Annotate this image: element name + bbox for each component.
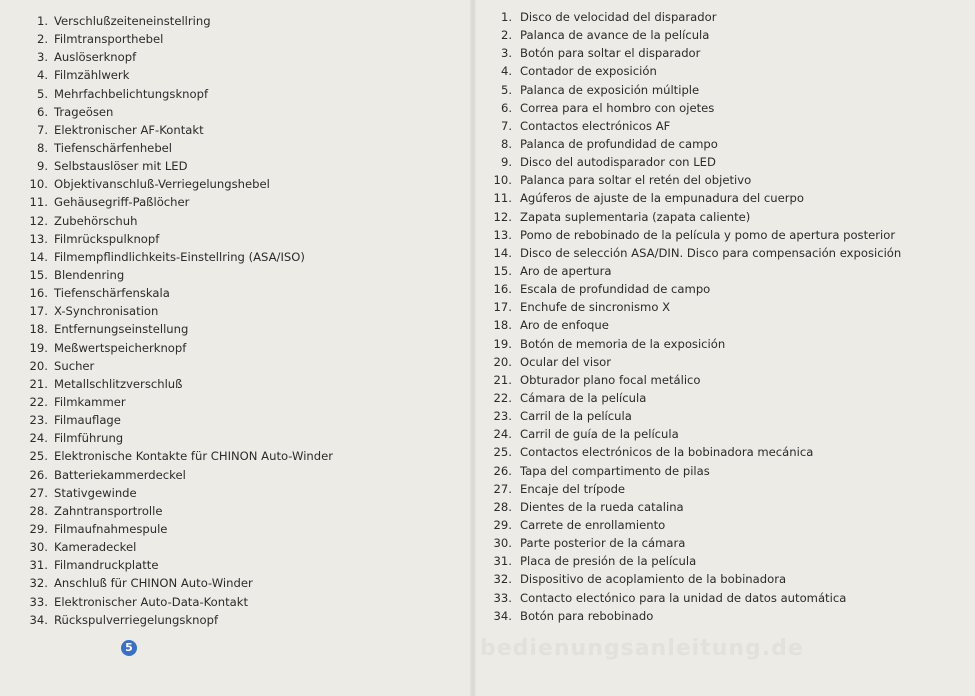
item-label: Zahntransportrolle	[54, 503, 163, 518]
german-parts-list	[22, 12, 333, 629]
item-number: 10.	[493, 173, 512, 188]
list-item	[22, 266, 333, 284]
list-item	[22, 538, 333, 556]
list-item	[486, 62, 901, 80]
list-item	[22, 357, 333, 375]
item-number: 21.	[29, 376, 48, 391]
item-label: Contactos electrónicos de la bobinadora mecánica	[520, 445, 814, 460]
item-label: Carril de la película	[520, 409, 632, 424]
item-label: Anschluß für CHINON Auto-Winder	[54, 576, 253, 591]
list-item	[22, 284, 333, 302]
item-label: Agúferos de ajuste de la empunadura del cuerpo	[520, 191, 804, 206]
list-item	[486, 262, 901, 280]
list-item	[22, 502, 333, 520]
item-number: 17.	[493, 300, 512, 315]
list-item	[22, 48, 333, 66]
item-label: Aro de enfoque	[520, 318, 609, 333]
list-item	[22, 447, 333, 465]
item-label: Objektivanschluß-Verriegelungshebel	[54, 177, 270, 192]
item-label: Aro de apertura	[520, 263, 612, 278]
item-number: 26.	[493, 463, 512, 478]
item-number: 15.	[29, 267, 48, 282]
item-number: 29.	[29, 521, 48, 536]
list-item	[486, 425, 901, 443]
item-number: 3.	[500, 46, 512, 61]
item-number: 23.	[493, 409, 512, 424]
page-number-badge: 5	[121, 640, 137, 656]
item-label: Disco de velocidad del disparador	[520, 10, 717, 24]
item-number: 2.	[36, 32, 48, 47]
list-item	[486, 552, 901, 570]
item-label: Verschlußzeiteneinstellring	[54, 14, 211, 28]
item-number: 27.	[29, 485, 48, 500]
item-label: Carrete de enrollamiento	[520, 517, 666, 532]
list-item	[22, 66, 333, 84]
list-item	[486, 226, 901, 244]
item-label: Cámara de la película	[520, 390, 647, 405]
list-item	[486, 353, 901, 371]
list-item	[486, 570, 901, 588]
item-label: Carril de guía de la película	[520, 427, 679, 442]
list-item	[22, 393, 333, 411]
item-number: 2.	[500, 28, 512, 43]
item-label: Zubehörschuh	[54, 213, 138, 228]
item-number: 30.	[29, 540, 48, 555]
list-item	[486, 516, 901, 534]
item-label: Trageösen	[54, 104, 114, 119]
list-item	[486, 189, 901, 207]
list-item	[22, 103, 333, 121]
item-number: 4.	[36, 68, 48, 83]
item-number: 3.	[36, 50, 48, 65]
item-number: 31.	[493, 554, 512, 569]
item-number: 29.	[493, 517, 512, 532]
item-label: Batteriekammerdeckel	[54, 467, 186, 482]
item-number: 33.	[29, 594, 48, 609]
item-label: Botón para soltar el disparador	[520, 46, 701, 61]
item-label: Placa de presión de la película	[520, 554, 697, 569]
item-number: 22.	[29, 394, 48, 409]
item-label: Parte posterior de la cámara	[520, 536, 686, 551]
list-item	[22, 157, 333, 175]
list-item	[22, 484, 333, 502]
list-item	[486, 135, 901, 153]
item-number: 34.	[493, 608, 512, 623]
list-item	[486, 99, 901, 117]
list-item	[486, 280, 901, 298]
item-label: Elektronischer Auto-Data-Kontakt	[54, 594, 249, 609]
item-number: 16.	[29, 286, 48, 301]
item-label: Gehäusegriff-Paßlöcher	[54, 195, 190, 210]
list-item	[486, 607, 901, 625]
item-label: Palanca de avance de la película	[520, 28, 710, 43]
list-item	[486, 153, 901, 171]
german-parts-page	[0, 0, 470, 696]
list-item	[486, 117, 901, 135]
list-item	[22, 466, 333, 484]
item-number: 12.	[29, 213, 48, 228]
list-item	[22, 320, 333, 338]
item-number: 19.	[29, 340, 48, 355]
item-label: Filmkammer	[54, 394, 126, 409]
item-label: Contacto electónico para la unidad de datos automática	[520, 590, 847, 605]
item-label: Filmtransporthebel	[54, 32, 164, 47]
list-item	[486, 480, 901, 498]
list-item	[486, 244, 901, 262]
list-item	[486, 534, 901, 552]
item-number: 6.	[36, 104, 48, 119]
list-item	[486, 208, 901, 226]
item-label: Elektronischer AF-Kontakt	[54, 122, 204, 137]
item-label: Correa para el hombro con ojetes	[520, 100, 715, 115]
list-item	[22, 556, 333, 574]
list-item	[486, 407, 901, 425]
list-item	[22, 339, 333, 357]
list-item	[22, 175, 333, 193]
list-item	[22, 121, 333, 139]
list-item	[22, 611, 333, 629]
item-label: Mehrfachbelichtungsknopf	[54, 86, 209, 101]
spanish-parts-list	[486, 8, 901, 625]
item-label: Dispositivo de acoplamiento de la bobinadora	[520, 572, 787, 587]
item-number: 22.	[493, 390, 512, 405]
item-label: Tapa del compartimento de pilas	[520, 463, 710, 478]
list-item	[486, 298, 901, 316]
item-number: 24.	[29, 431, 48, 446]
list-item	[486, 389, 901, 407]
item-number: 18.	[29, 322, 48, 337]
item-label: Elektronische Kontakte für CHINON Auto-Winder	[54, 449, 334, 464]
list-item	[22, 193, 333, 211]
watermark: bedienungsanleitung.de	[480, 636, 804, 661]
item-label: Meßwertspeicherknopf	[54, 340, 187, 355]
item-number: 20.	[29, 358, 48, 373]
item-number: 20.	[493, 354, 512, 369]
list-item	[22, 574, 333, 592]
list-item	[22, 30, 333, 48]
item-number: 32.	[29, 576, 48, 591]
item-label: Palanca de exposición múltiple	[520, 82, 700, 97]
item-number: 31.	[29, 558, 48, 573]
item-number: 28.	[29, 503, 48, 518]
item-label: Blendenring	[54, 267, 125, 282]
item-label: Metallschlitzverschluß	[54, 376, 183, 391]
item-number: 34.	[29, 612, 48, 627]
item-label: Disco de selección ASA/DIN. Disco para compensación exposición	[520, 245, 902, 260]
list-item	[486, 81, 901, 99]
item-number: 5.	[500, 82, 512, 97]
item-label: Stativgewinde	[54, 485, 137, 500]
list-item	[486, 335, 901, 353]
item-label: Tiefenschärfenhebel	[54, 140, 173, 155]
item-label: Zapata suplementaria (zapata caliente)	[520, 209, 751, 224]
list-item	[22, 85, 333, 103]
item-label: Contador de exposición	[520, 64, 657, 79]
item-label: Botón para rebobinado	[520, 608, 654, 623]
item-label: Filmauflage	[54, 413, 121, 428]
item-label: Filmaufnahmespule	[54, 521, 168, 536]
item-label: Palanca de profundidad de campo	[520, 136, 718, 151]
item-label: Filmrückspulknopf	[54, 231, 160, 246]
list-item	[486, 589, 901, 607]
item-number: 16.	[493, 282, 512, 297]
item-number: 25.	[29, 449, 48, 464]
item-label: X-Synchronisation	[54, 304, 159, 319]
item-number: 21.	[493, 372, 512, 387]
item-number: 5.	[36, 86, 48, 101]
list-item	[22, 520, 333, 538]
list-item	[486, 371, 901, 389]
list-item	[22, 230, 333, 248]
item-label: Selbstauslöser mit LED	[54, 159, 188, 174]
item-number: 1.	[36, 14, 48, 28]
list-item	[22, 212, 333, 230]
item-number: 13.	[29, 231, 48, 246]
item-label: Pomo de rebobinado de la película y pomo de apertura posterior	[520, 227, 896, 242]
item-number: 14.	[493, 245, 512, 260]
list-item	[486, 26, 901, 44]
item-label: Filmempflindlichkeits-Einstellring (ASA/ISO)	[54, 249, 305, 264]
item-number: 15.	[493, 263, 512, 278]
item-label: Filmführung	[54, 431, 124, 446]
list-item	[22, 248, 333, 266]
item-label: Tiefenschärfenskala	[54, 286, 170, 301]
list-item	[486, 44, 901, 62]
list-item	[486, 8, 901, 26]
item-number: 25.	[493, 445, 512, 460]
item-number: 11.	[29, 195, 48, 210]
item-number: 27.	[493, 481, 512, 496]
item-label: Ocular del visor	[520, 354, 612, 369]
list-item	[486, 462, 901, 480]
list-item	[22, 429, 333, 447]
item-label: Disco del autodisparador con LED	[520, 155, 716, 170]
list-item	[486, 171, 901, 189]
item-number: 9.	[36, 159, 48, 174]
item-label: Escala de profundidad de campo	[520, 282, 711, 297]
item-number: 8.	[36, 140, 48, 155]
item-number: 14.	[29, 249, 48, 264]
item-number: 8.	[500, 136, 512, 151]
item-label: Entfernungseinstellung	[54, 322, 189, 337]
item-label: Obturador plano focal metálico	[520, 372, 701, 387]
item-number: 18.	[493, 318, 512, 333]
item-label: Filmzählwerk	[54, 68, 130, 83]
item-number: 7.	[500, 118, 512, 133]
item-number: 19.	[493, 336, 512, 351]
list-item	[22, 375, 333, 393]
spanish-parts-page	[476, 0, 975, 696]
item-label: Enchufe de sincronismo X	[520, 300, 671, 315]
item-label: Palanca para soltar el retén del objetivo	[520, 173, 752, 188]
item-number: 7.	[36, 122, 48, 137]
item-number: 4.	[500, 64, 512, 79]
item-number: 12.	[493, 209, 512, 224]
item-number: 32.	[493, 572, 512, 587]
item-number: 11.	[493, 191, 512, 206]
list-item	[486, 443, 901, 461]
item-number: 24.	[493, 427, 512, 442]
list-item	[22, 411, 333, 429]
item-label: Contactos electrónicos AF	[520, 118, 671, 133]
item-number: 9.	[500, 155, 512, 170]
list-item	[22, 12, 333, 30]
item-label: Auslöserknopf	[54, 50, 137, 65]
list-item	[22, 302, 333, 320]
list-item	[22, 593, 333, 611]
item-number: 33.	[493, 590, 512, 605]
item-label: Kameradeckel	[54, 540, 137, 555]
item-number: 23.	[29, 413, 48, 428]
item-number: 6.	[500, 100, 512, 115]
item-label: Rückspulverriegelungsknopf	[54, 612, 219, 627]
item-label: Sucher	[54, 358, 95, 373]
item-label: Botón de memoria de la exposición	[520, 336, 726, 351]
list-item	[486, 498, 901, 516]
item-number: 1.	[500, 10, 512, 24]
item-number: 13.	[493, 227, 512, 242]
item-number: 17.	[29, 304, 48, 319]
item-label: Encaje del trípode	[520, 481, 626, 496]
item-label: Filmandruckplatte	[54, 558, 159, 573]
item-number: 28.	[493, 499, 512, 514]
item-number: 26.	[29, 467, 48, 482]
item-number: 10.	[29, 177, 48, 192]
list-item	[22, 139, 333, 157]
list-item	[486, 316, 901, 334]
item-number: 30.	[493, 536, 512, 551]
item-label: Dientes de la rueda catalina	[520, 499, 684, 514]
